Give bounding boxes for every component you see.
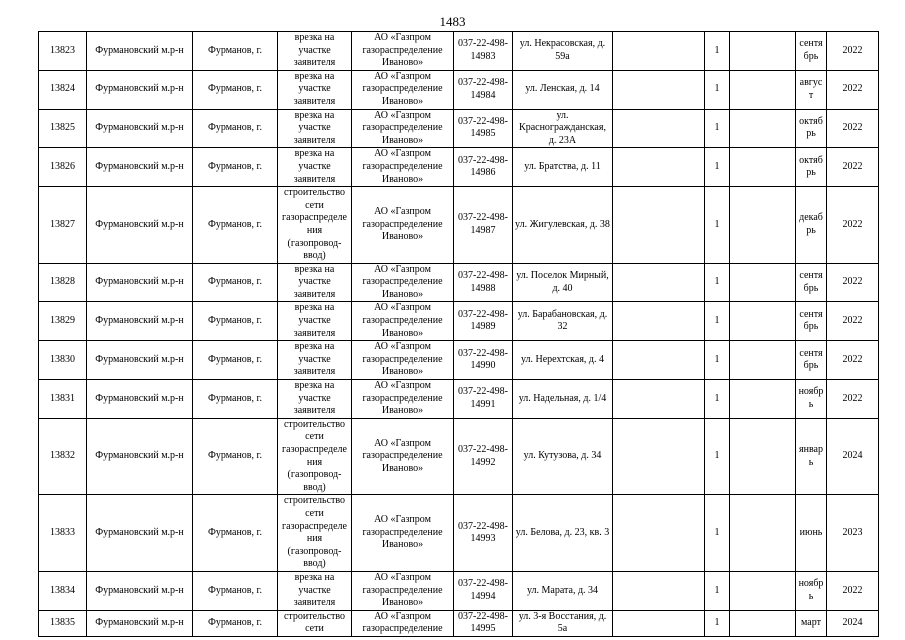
quantity-cell: 1 (705, 148, 730, 187)
locality-cell: Фурманов, г. (193, 109, 278, 148)
row-id-cell: 13826 (39, 148, 87, 187)
year-cell: 2022 (827, 187, 879, 264)
quantity-cell: 1 (705, 263, 730, 302)
work-type-cell: врезка на участке заявителя (278, 302, 352, 341)
month-cell: октябрь (796, 148, 827, 187)
quantity-cell: 1 (705, 571, 730, 610)
row-id-cell: 13835 (39, 610, 87, 636)
organization-cell: АО «Газпром газораспределение Иваново» (352, 32, 454, 71)
table-row (39, 380, 879, 419)
district-cell: Фурмановский м.р-н (87, 109, 193, 148)
month-cell: сентябрь (796, 263, 827, 302)
work-type-cell: строительство сети газораспределения (газопровод-ввод) (278, 187, 352, 264)
table-row (39, 418, 879, 495)
address-cell: ул. 3-я Восстания, д. 5а (513, 610, 613, 636)
year-cell: 2022 (827, 32, 879, 71)
code-cell: 037-22-498-14990 (454, 341, 513, 380)
work-type-cell: врезка на участке заявителя (278, 70, 352, 109)
address-cell: ул. Надельная, д. 1/4 (513, 380, 613, 419)
code-cell: 037-22-498-14992 (454, 418, 513, 495)
page-number: 1483 (439, 14, 466, 29)
locality-cell: Фурманов, г. (193, 32, 278, 71)
year-cell: 2024 (827, 418, 879, 495)
row-id-cell: 13832 (39, 418, 87, 495)
blank-cell (613, 32, 705, 71)
blank-cell (613, 148, 705, 187)
year-cell: 2022 (827, 302, 879, 341)
district-cell: Фурмановский м.р-н (87, 263, 193, 302)
table-row (39, 187, 879, 264)
locality-cell: Фурманов, г. (193, 380, 278, 419)
code-cell: 037-22-498-14988 (454, 263, 513, 302)
address-cell: ул. Нерехтская, д. 4 (513, 341, 613, 380)
locality-cell: Фурманов, г. (193, 187, 278, 264)
district-cell: Фурмановский м.р-н (87, 70, 193, 109)
month-cell: август (796, 70, 827, 109)
address-cell: ул. Кутузова, д. 34 (513, 418, 613, 495)
work-type-cell: строительство сети (278, 610, 352, 636)
organization-cell: АО «Газпром газораспределение Иваново» (352, 263, 454, 302)
locality-cell: Фурманов, г. (193, 418, 278, 495)
code-cell: 037-22-498-14989 (454, 302, 513, 341)
locality-cell: Фурманов, г. (193, 610, 278, 636)
district-cell: Фурмановский м.р-н (87, 571, 193, 610)
quantity-cell: 1 (705, 302, 730, 341)
organization-cell: АО «Газпром газораспределение Иваново» (352, 380, 454, 419)
district-cell: Фурмановский м.р-н (87, 187, 193, 264)
code-cell: 037-22-498-14993 (454, 495, 513, 572)
year-cell: 2022 (827, 109, 879, 148)
address-cell: ул. Поселок Мирный, д. 40 (513, 263, 613, 302)
row-id-cell: 13824 (39, 70, 87, 109)
organization-cell: АО «Газпром газораспределение Иваново» (352, 571, 454, 610)
blank-cell (730, 148, 796, 187)
row-id-cell: 13829 (39, 302, 87, 341)
row-id-cell: 13833 (39, 495, 87, 572)
address-cell: ул. Красногражданская, д. 23А (513, 109, 613, 148)
work-type-cell: врезка на участке заявителя (278, 380, 352, 419)
code-cell: 037-22-498-14987 (454, 187, 513, 264)
district-cell: Фурмановский м.р-н (87, 32, 193, 71)
month-cell: март (796, 610, 827, 636)
organization-cell: АО «Газпром газораспределение Иваново» (352, 418, 454, 495)
code-cell: 037-22-498-14986 (454, 148, 513, 187)
blank-cell (730, 495, 796, 572)
organization-cell: АО «Газпром газораспределение Иваново» (352, 187, 454, 264)
district-cell: Фурмановский м.р-н (87, 418, 193, 495)
quantity-cell: 1 (705, 341, 730, 380)
district-cell: Фурмановский м.р-н (87, 302, 193, 341)
organization-cell: АО «Газпром газораспределение (352, 610, 454, 636)
month-cell: октябрь (796, 109, 827, 148)
locality-cell: Фурманов, г. (193, 495, 278, 572)
code-cell: 037-22-498-14991 (454, 380, 513, 419)
code-cell: 037-22-498-14995 (454, 610, 513, 636)
organization-cell: АО «Газпром газораспределение Иваново» (352, 148, 454, 187)
blank-cell (730, 610, 796, 636)
locality-cell: Фурманов, г. (193, 148, 278, 187)
quantity-cell: 1 (705, 109, 730, 148)
organization-cell: АО «Газпром газораспределение Иваново» (352, 341, 454, 380)
address-cell: ул. Белова, д. 23, кв. 3 (513, 495, 613, 572)
address-cell: ул. Барабановская, д. 32 (513, 302, 613, 341)
table-row (39, 495, 879, 572)
table-row (39, 341, 879, 380)
blank-cell (613, 302, 705, 341)
organization-cell: АО «Газпром газораспределение Иваново» (352, 302, 454, 341)
blank-cell (613, 109, 705, 148)
blank-cell (730, 109, 796, 148)
code-cell: 037-22-498-14985 (454, 109, 513, 148)
blank-cell (613, 380, 705, 419)
district-cell: Фурмановский м.р-н (87, 495, 193, 572)
work-type-cell: врезка на участке заявителя (278, 263, 352, 302)
month-cell: январь (796, 418, 827, 495)
table-row (39, 70, 879, 109)
district-cell: Фурмановский м.р-н (87, 610, 193, 636)
registry-table (38, 31, 879, 637)
quantity-cell: 1 (705, 380, 730, 419)
row-id-cell: 13831 (39, 380, 87, 419)
quantity-cell: 1 (705, 70, 730, 109)
year-cell: 2022 (827, 70, 879, 109)
address-cell: ул. Жигулевская, д. 38 (513, 187, 613, 264)
table-row (39, 571, 879, 610)
address-cell: ул. Некрасовская, д. 59а (513, 32, 613, 71)
code-cell: 037-22-498-14994 (454, 571, 513, 610)
district-cell: Фурмановский м.р-н (87, 380, 193, 419)
row-id-cell: 13827 (39, 187, 87, 264)
table-row (39, 148, 879, 187)
blank-cell (730, 263, 796, 302)
code-cell: 037-22-498-14984 (454, 70, 513, 109)
year-cell: 2022 (827, 571, 879, 610)
organization-cell: АО «Газпром газораспределение Иваново» (352, 495, 454, 572)
work-type-cell: врезка на участке заявителя (278, 571, 352, 610)
month-cell: сентябрь (796, 341, 827, 380)
month-cell: сентябрь (796, 32, 827, 71)
district-cell: Фурмановский м.р-н (87, 341, 193, 380)
year-cell: 2022 (827, 148, 879, 187)
month-cell: ноябрь (796, 380, 827, 419)
work-type-cell: строительство сети газораспределения (газопровод-ввод) (278, 418, 352, 495)
row-id-cell: 13834 (39, 571, 87, 610)
work-type-cell: врезка на участке заявителя (278, 148, 352, 187)
address-cell: ул. Ленская, д. 14 (513, 70, 613, 109)
organization-cell: АО «Газпром газораспределение Иваново» (352, 109, 454, 148)
code-cell: 037-22-498-14983 (454, 32, 513, 71)
blank-cell (730, 187, 796, 264)
table-row (39, 109, 879, 148)
month-cell: декабрь (796, 187, 827, 264)
locality-cell: Фурманов, г. (193, 302, 278, 341)
work-type-cell: строительство сети газораспределения (газопровод-ввод) (278, 495, 352, 572)
quantity-cell: 1 (705, 187, 730, 264)
year-cell: 2022 (827, 263, 879, 302)
blank-cell (730, 380, 796, 419)
table-row (39, 610, 879, 636)
district-cell: Фурмановский м.р-н (87, 148, 193, 187)
table-row (39, 263, 879, 302)
row-id-cell: 13830 (39, 341, 87, 380)
quantity-cell: 1 (705, 32, 730, 71)
quantity-cell: 1 (705, 418, 730, 495)
blank-cell (613, 571, 705, 610)
work-type-cell: врезка на участке заявителя (278, 341, 352, 380)
row-id-cell: 13828 (39, 263, 87, 302)
table-body (39, 32, 879, 637)
blank-cell (613, 418, 705, 495)
blank-cell (613, 610, 705, 636)
blank-cell (730, 418, 796, 495)
year-cell: 2022 (827, 341, 879, 380)
table-row (39, 302, 879, 341)
blank-cell (613, 187, 705, 264)
blank-cell (730, 70, 796, 109)
year-cell: 2024 (827, 610, 879, 636)
locality-cell: Фурманов, г. (193, 571, 278, 610)
month-cell: июнь (796, 495, 827, 572)
row-id-cell: 13823 (39, 32, 87, 71)
month-cell: ноябрь (796, 571, 827, 610)
blank-cell (613, 70, 705, 109)
organization-cell: АО «Газпром газораспределение Иваново» (352, 70, 454, 109)
locality-cell: Фурманов, г. (193, 263, 278, 302)
blank-cell (613, 495, 705, 572)
row-id-cell: 13825 (39, 109, 87, 148)
locality-cell: Фурманов, г. (193, 70, 278, 109)
month-cell: сентябрь (796, 302, 827, 341)
year-cell: 2023 (827, 495, 879, 572)
blank-cell (613, 263, 705, 302)
blank-cell (730, 571, 796, 610)
blank-cell (730, 341, 796, 380)
quantity-cell: 1 (705, 495, 730, 572)
address-cell: ул. Марата, д. 34 (513, 571, 613, 610)
locality-cell: Фурманов, г. (193, 341, 278, 380)
address-cell: ул. Братства, д. 11 (513, 148, 613, 187)
quantity-cell: 1 (705, 610, 730, 636)
work-type-cell: врезка на участке заявителя (278, 32, 352, 71)
blank-cell (613, 341, 705, 380)
blank-cell (730, 302, 796, 341)
year-cell: 2022 (827, 380, 879, 419)
work-type-cell: врезка на участке заявителя (278, 109, 352, 148)
blank-cell (730, 32, 796, 71)
table-row (39, 32, 879, 71)
